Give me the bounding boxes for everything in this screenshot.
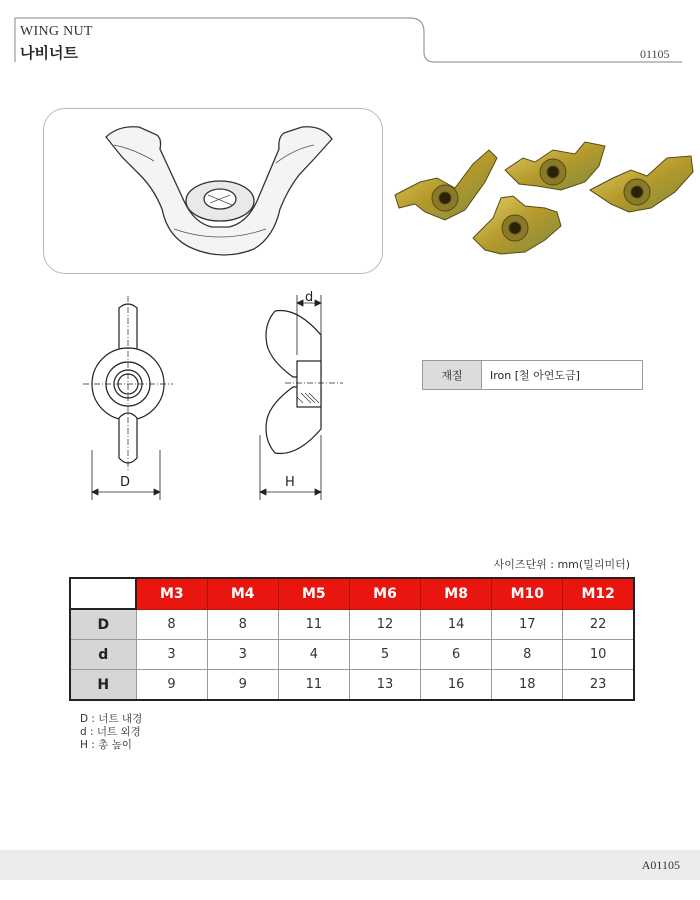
table-cell: 8	[492, 640, 563, 670]
table-cell: 8	[207, 609, 278, 640]
header-frame	[0, 0, 700, 70]
table-cell: 5	[349, 640, 420, 670]
title-korean: 나비너트	[20, 44, 78, 62]
material-value: Iron [철 아연도금]	[490, 369, 580, 382]
column-header: M10	[492, 578, 563, 609]
row-label: D	[70, 609, 136, 640]
table-cell: 11	[278, 670, 349, 701]
unit-note: 사이즈단위 : mm(밀리미터)	[493, 558, 630, 571]
table-cell: 18	[492, 670, 563, 701]
sketch-panel	[43, 108, 383, 274]
front-view-diagram	[75, 290, 175, 505]
table-cell: 3	[207, 640, 278, 670]
footer-code: A01105	[641, 858, 680, 872]
dimension-label-D: D	[120, 475, 131, 490]
column-header: M6	[349, 578, 420, 609]
table-cell: 11	[278, 609, 349, 640]
table-cell: 9	[136, 670, 207, 701]
dimension-label-H: H	[285, 475, 295, 490]
table-cell: 23	[563, 670, 634, 701]
table-cell: 14	[421, 609, 492, 640]
table-cell: 8	[136, 609, 207, 640]
footer-bar	[0, 850, 700, 880]
row-label: d	[70, 640, 136, 670]
table-cell: 3	[136, 640, 207, 670]
column-header: M3	[136, 578, 207, 609]
wing-nut-photo-image	[385, 100, 700, 295]
legend-item: d : 너트 외경	[80, 726, 141, 738]
row-label: H	[70, 670, 136, 701]
wing-nut-sketch-image	[44, 109, 382, 273]
product-code: 01105	[640, 47, 670, 61]
table-cell: 6	[421, 640, 492, 670]
column-header: M12	[563, 578, 634, 609]
table-row	[70, 670, 634, 701]
column-header: M5	[278, 578, 349, 609]
table-cell: 10	[563, 640, 634, 670]
size-table	[69, 577, 635, 701]
table-header-row	[70, 578, 634, 609]
legend-item: D : 너트 내경	[80, 713, 143, 725]
material-table	[422, 360, 643, 390]
table-row	[70, 640, 634, 670]
title-english: WING NUT	[20, 24, 93, 39]
dimension-label-d: d	[305, 290, 314, 305]
table-row	[70, 609, 634, 640]
table-cell: 4	[278, 640, 349, 670]
side-view-diagram	[245, 285, 345, 505]
table-cell: 12	[349, 609, 420, 640]
legend-item: H : 총 높이	[80, 739, 132, 751]
table-cell: 17	[492, 609, 563, 640]
column-header: M4	[207, 578, 278, 609]
table-corner-cell	[70, 578, 136, 609]
table-cell: 22	[563, 609, 634, 640]
dimension-legend	[80, 713, 142, 752]
table-cell: 9	[207, 670, 278, 701]
column-header: M8	[421, 578, 492, 609]
material-label: 재질	[423, 361, 482, 389]
table-cell: 13	[349, 670, 420, 701]
table-cell: 16	[421, 670, 492, 701]
